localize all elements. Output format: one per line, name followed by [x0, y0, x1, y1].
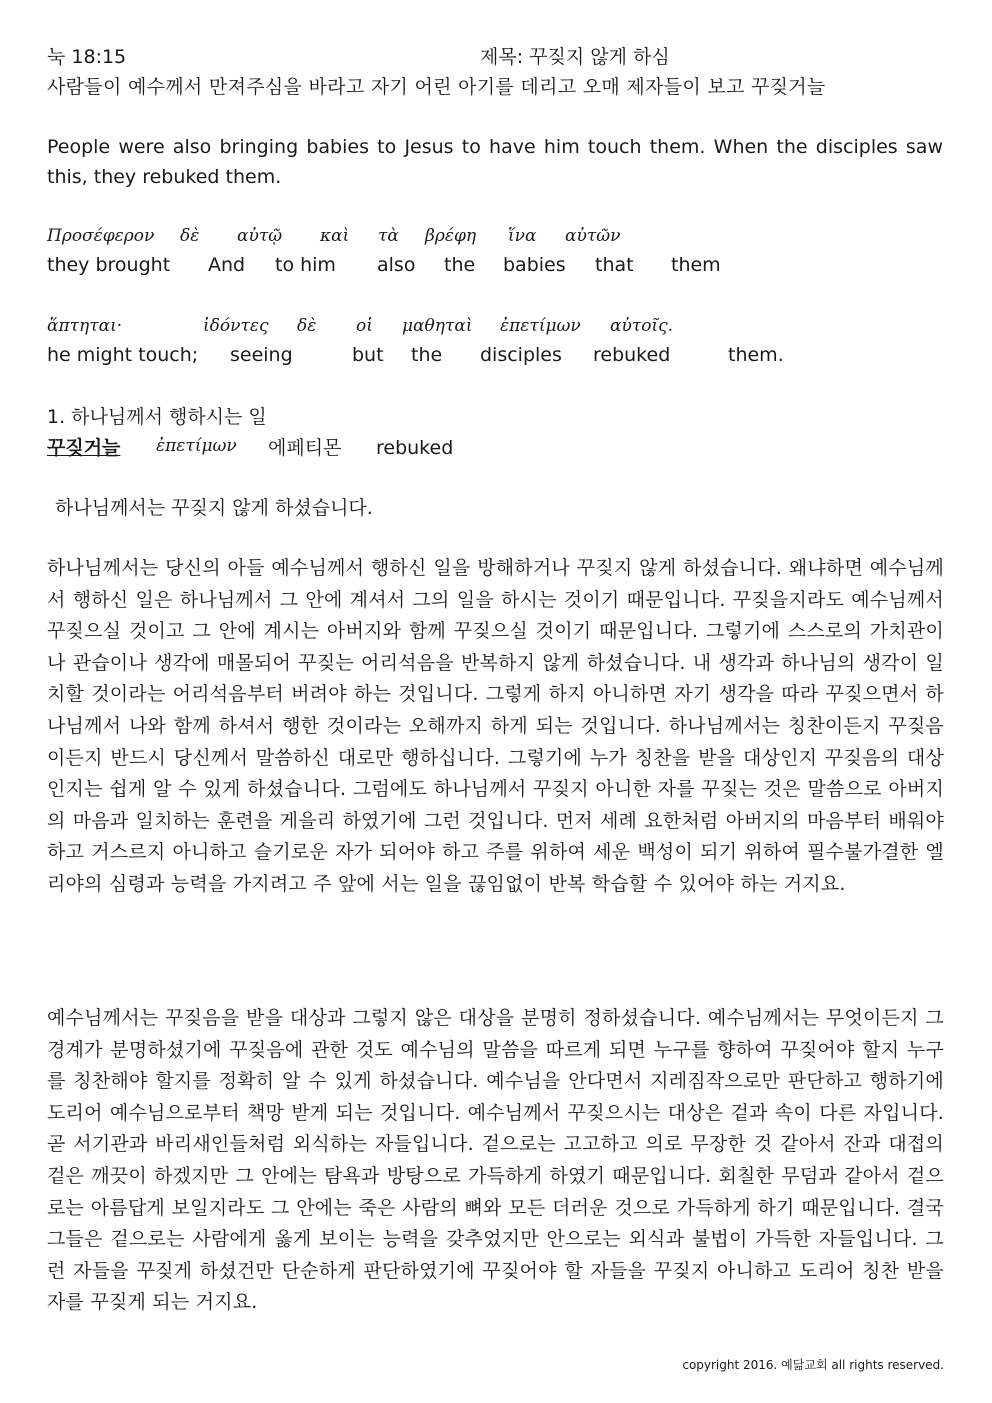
gloss-word: but	[352, 344, 384, 366]
verse-english: People were also bringing babies to Jesus to have him touch them. When the disciples saw this, they rebuked them.	[47, 136, 943, 188]
gloss-word: they brought	[47, 254, 171, 276]
gloss-word: also	[377, 254, 416, 276]
keyword-transliteration: 에페티몬	[268, 437, 342, 459]
keyword-english: rebuked	[376, 437, 454, 459]
body-paragraph-2: 예수님께서는 꾸짖음을 받을 대상과 그렇지 않은 대상을 분명히 정하셨습니다. 예수님께서는 무엇이든지 그 경계가 분명하셨기에 꾸짖음에 관한 것도 예수님의 말씀을 따르게 되면 누구를 향하여 꾸짖어야 할지 누구를 칭찬해야 할지를 정확히 알 수 있게 하셨습니다. 예수님을 안다면서 지레짐작으로만 판단하고 행하기에 도리어 예수님으로부터 책망 받게 되는 것입니다. 예수님께서 꾸짖으시는 대상은 겉과 속이 다른 자입니다. 곧 서기관과 바리새인들처럼 외식하는 자들입니다. 겉으로는 고고하고 의로 무장한 것 같아서 잔과 대접의 겉은 깨끗이 하겠지만 그 안에는 탐욕과 방탕으로 가득하게 하였기 때문입니다. 회칠한 무덤과 같아서 겉으로는 아름답게 보일지라도 그 안에는 죽은 사람의 뼈와 모든 더러운 것으로 가득하게 하기 때문입니다. 결국 그들은 겉으로는 사람에게 옳게 보이는 능력을 갖추었지만 안으로는 외식과 불법이 가득한 자들입니다. 그런 자들을 꾸짖게 하셨건만 단순하게 판단하였기에 꾸짖어야 할 자들을 꾸짖지 아니하고 도리어 칭찬 받을 자를 꾸짖게 되는 거지요.	[47, 1007, 944, 1314]
gloss-word: them	[671, 254, 721, 276]
gloss-word: them.	[728, 344, 784, 366]
scripture-reference: 눅 18:15	[47, 46, 127, 68]
keyword-korean: 꾸짖거늘	[47, 437, 121, 459]
summary-statement: 하나님께서는 꾸짖지 않게 하셨습니다.	[55, 497, 373, 519]
section-heading: 1. 하나님께서 행하시는 일	[47, 406, 267, 428]
gloss-word: rebuked	[593, 344, 671, 366]
greek-word: αὐτῶν	[565, 226, 621, 246]
greek-word: δὲ	[297, 316, 317, 336]
gloss-word: the	[444, 254, 476, 276]
greek-word: δὲ	[180, 226, 200, 246]
greek-word: καὶ	[320, 226, 350, 246]
copyright-footer: copyright 2016. 예닮교회 all rights reserved.	[682, 1358, 944, 1372]
greek-word: ἰδόντες	[203, 316, 269, 336]
gloss-word: babies	[503, 254, 566, 276]
greek-word: μαθηταὶ	[402, 316, 473, 336]
greek-word: αὐτῷ	[237, 226, 283, 246]
greek-word: Προσέφερον	[47, 226, 155, 246]
body-paragraph-1: 하나님께서는 당신의 아들 예수님께서 행하신 일을 방해하거나 꾸짖지 않게 하셨습니다. 왜냐하면 예수님께서 행하신 일은 하나님께서 그 안에 계셔서 그의 일을 하시는 것이기 때문입니다. 꾸짖을지라도 예수님께서 꾸짖으실 것이고 그 안에 계시는 아버지와 함께 꾸짖으실 것이기 때문입니다. 그렇기에 스스로의 가치관이나 관습이나 생각에 매몰되어 꾸짖는 어리석음을 반복하지 않게 하셨습니다. 내 생각과 하나님의 생각이 일치할 것이라는 어리석음부터 버려야 하는 것입니다. 그렇게 하지 아니하면 자기 생각을 따라 꾸짖으면서 하나님께서 나와 함께 하셔서 행한 것이라는 오해까지 하게 되는 것입니다. 하나님께서는 칭찬이든지 꾸짖음이든지 반드시 당신께서 말씀하신 대로만 행하십니다. 그렇기에 누가 칭찬을 받을 대상인지 꾸짖음의 대상인지는 쉽게 알 수 있게 하셨습니다. 그럼에도 하나님께서 꾸짖지 아니한 자를 꾸짖는 것은 말씀으로 아버지의 마음과 일치하는 훈련을 게을리 하였기에 그런 것입니다. 먼저 세례 요한처럼 아버지의 마음부터 배워야 하고 거스르지 아니하고 슬기로운 자가 되어야 하고 주를 위하여 세운 백성이 되기 위하여 필수불가결한 엘리야의 심령과 능력을 가지려고 주 앞에 서는 일을 끊임없이 반복 학습할 수 있어야 하는 거지요.	[47, 557, 944, 895]
sermon-title: 제목: 꾸짖지 않게 하심	[480, 46, 670, 68]
gloss-word: disciples	[480, 344, 562, 366]
gloss-word: the	[411, 344, 443, 366]
keyword-greek: ἐπετίμων	[156, 436, 237, 456]
gloss-word: seeing	[230, 344, 293, 366]
gloss-word: he might touch;	[47, 344, 199, 366]
gloss-word: to him	[275, 254, 336, 276]
greek-word: τὰ	[378, 226, 399, 246]
greek-word: βρέφη	[425, 226, 477, 246]
greek-word: ἐπετίμων	[500, 316, 581, 336]
verse-korean: 사람들이 예수께서 만져주심을 바라고 자기 어린 아기를 데리고 오매 제자들이 보고 꾸짖거늘	[47, 76, 826, 98]
gloss-word: And	[208, 254, 246, 276]
greek-word: οἱ	[356, 316, 373, 336]
gloss-word: that	[595, 254, 634, 276]
greek-word: ἵνα	[508, 226, 537, 246]
greek-word: αὐτοῖς.	[610, 316, 674, 336]
greek-word: ἅπτηται·	[47, 316, 123, 336]
